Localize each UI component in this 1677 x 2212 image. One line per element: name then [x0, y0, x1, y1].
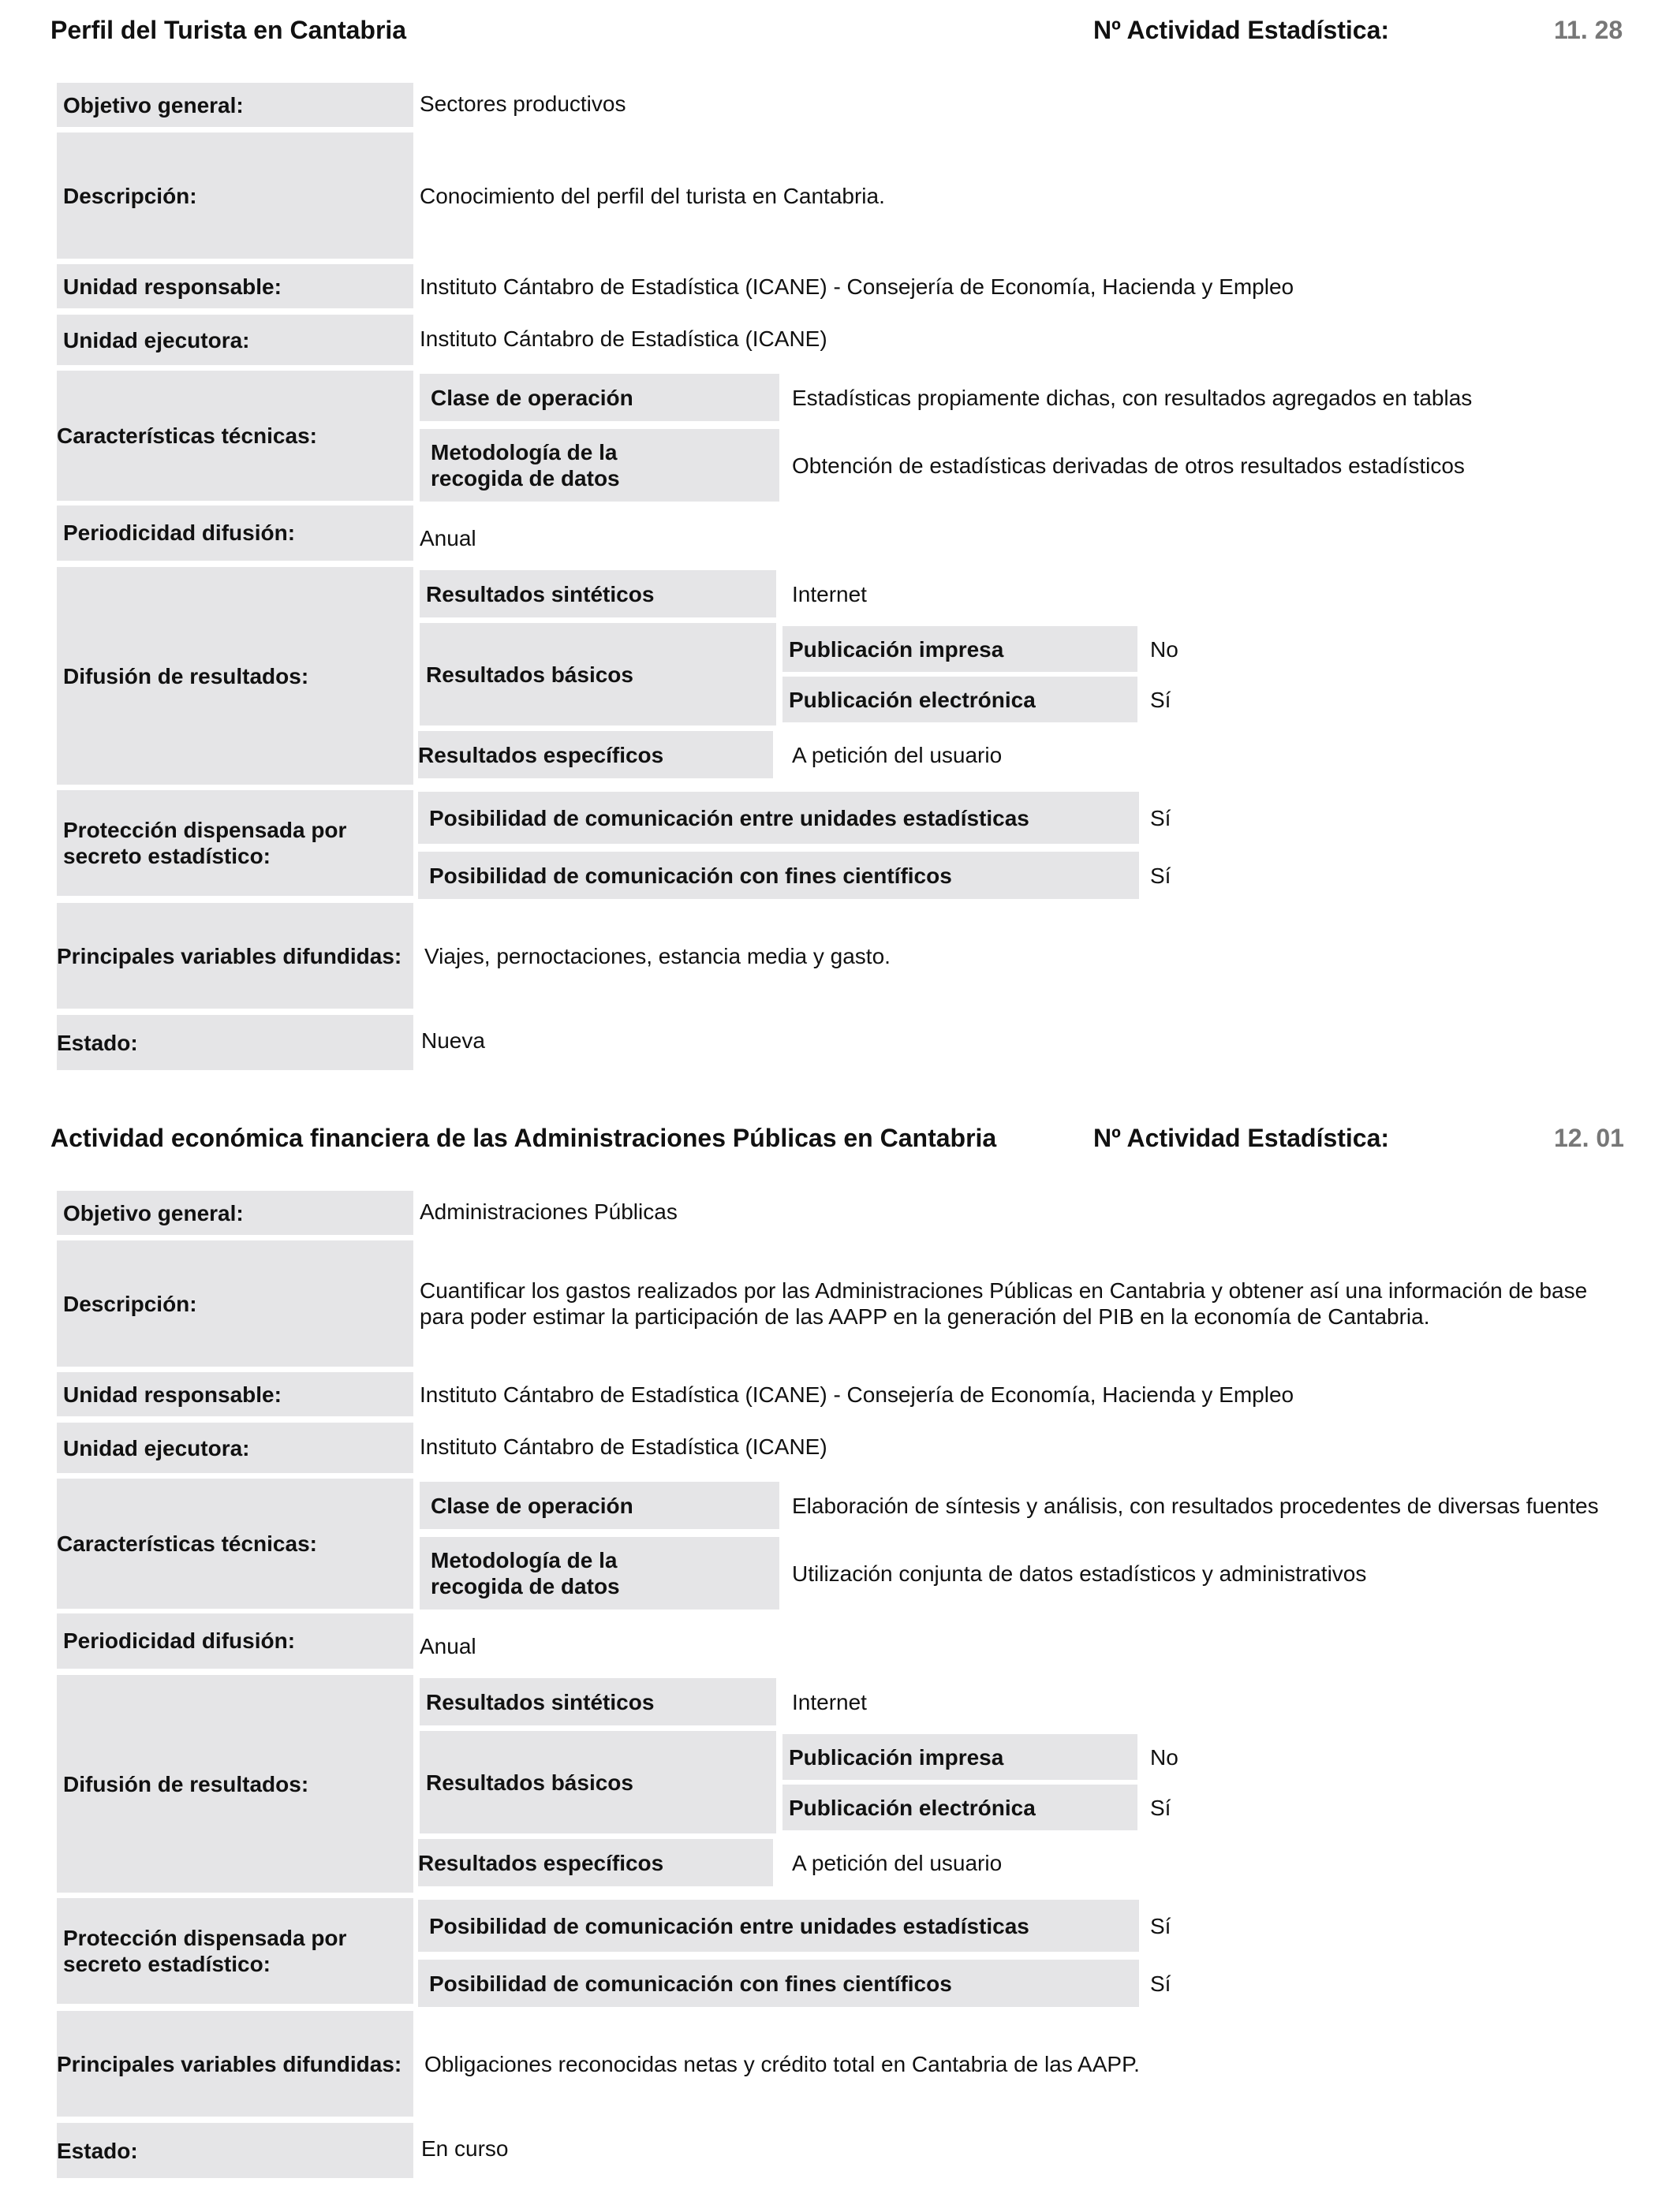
- unidad-ejecutora-label: Unidad ejecutora:: [57, 315, 413, 365]
- variables-value: Viajes, pernoctaciones, estancia media y gasto.: [424, 943, 891, 968]
- clase-operacion-label: Clase de operación: [420, 1482, 779, 1529]
- res-sinteticos-label: Resultados sintéticos: [420, 570, 776, 617]
- descripcion-value: Cuantificar los gastos realizados por las Administraciones Públicas en Cantabria y obtener así una información de base para poder estimar la participación de las AAPP en la generación del PIB en la economía de Cantabria.: [420, 1278, 1588, 1329]
- unidad-ejecutora-value: Instituto Cántabro de Estadística (ICANE): [420, 326, 827, 351]
- clase-operacion-value: Estadísticas propiamente dichas, con resultados agregados en tablas: [792, 385, 1473, 410]
- periodicidad-label: Periodicidad difusión:: [57, 1613, 413, 1669]
- res-sinteticos-value: Internet: [792, 582, 867, 606]
- variables-label: Principales variables difundidas:: [57, 903, 413, 1009]
- descripcion-label: Descripción:: [57, 1240, 413, 1367]
- activity-number-label: Nº Actividad Estadística:: [1093, 1124, 1390, 1152]
- com-unidades-value: Sí: [1150, 805, 1171, 830]
- pub-electronica-label: Publicación electrónica: [782, 677, 1137, 722]
- clase-operacion-label: Clase de operación: [420, 374, 779, 421]
- activity-number: 11. 28: [1554, 16, 1623, 44]
- estado-value: En curso: [421, 2136, 509, 2161]
- caracteristicas-label: Características técnicas:: [57, 371, 413, 501]
- pub-impresa-value: No: [1150, 636, 1178, 662]
- com-cientificos-label: Posibilidad de comunicación con fines científicos: [418, 1960, 1139, 2007]
- proteccion-label: Protección dispensada por secreto estadístico:: [57, 790, 413, 896]
- res-sinteticos-label: Resultados sintéticos: [420, 1678, 776, 1725]
- descripcion-label: Descripción:: [57, 132, 413, 259]
- proteccion-label: Protección dispensada por secreto estadístico:: [57, 1898, 413, 2004]
- com-cientificos-value: Sí: [1150, 1971, 1171, 1996]
- pub-impresa-label: Publicación impresa: [782, 626, 1137, 672]
- activity-title: Actividad económica financiera de las Administraciones Públicas en Cantabria: [50, 1124, 997, 1152]
- statistical-activity-sheet: [0, 1108, 1677, 2212]
- unidad-ejecutora-value: Instituto Cántabro de Estadística (ICANE): [420, 1434, 827, 1459]
- objetivo-value: Sectores productivos: [420, 91, 626, 116]
- activity-title: Perfil del Turista en Cantabria: [50, 16, 407, 44]
- res-basicos-label: Resultados básicos: [420, 623, 776, 726]
- res-basicos-label: Resultados básicos: [420, 1731, 776, 1833]
- descripcion-value: Conocimiento del perfil del turista en Cantabria.: [420, 183, 885, 208]
- unidad-ejecutora-label: Unidad ejecutora:: [57, 1423, 413, 1473]
- activity-number: 12. 01: [1554, 1124, 1624, 1152]
- unidad-responsable-label: Unidad responsable:: [57, 264, 413, 308]
- periodicidad-label: Periodicidad difusión:: [57, 505, 413, 561]
- objetivo-value: Administraciones Públicas: [420, 1199, 678, 1224]
- com-unidades-label: Posibilidad de comunicación entre unidades estadísticas: [418, 792, 1139, 844]
- variables-label: Principales variables difundidas:: [57, 2011, 413, 2117]
- objetivo-label: Objetivo general:: [57, 1191, 413, 1235]
- objetivo-label: Objetivo general:: [57, 83, 413, 127]
- res-especificos-label: Resultados específicos: [418, 1839, 773, 1886]
- difusion-label: Difusión de resultados:: [57, 1675, 413, 1893]
- pub-electronica-value: Sí: [1150, 687, 1171, 712]
- com-unidades-value: Sí: [1150, 1913, 1171, 1938]
- pub-electronica-label: Publicación electrónica: [782, 1785, 1137, 1830]
- res-especificos-value: A petición del usuario: [792, 742, 1003, 767]
- res-especificos-label: Resultados específicos: [418, 731, 773, 778]
- metodologia-label: Metodología de la recogida de datos: [420, 1537, 779, 1610]
- estado-value: Nueva: [421, 1028, 485, 1053]
- unidad-responsable-value: Instituto Cántabro de Estadística (ICANE) - Consejería de Economía, Hacienda y Empleo: [420, 274, 1294, 299]
- statistical-activity-sheet: [0, 0, 1677, 1104]
- com-cientificos-value: Sí: [1150, 863, 1171, 888]
- unidad-responsable-label: Unidad responsable:: [57, 1372, 413, 1416]
- clase-operacion-value: Elaboración de síntesis y análisis, con resultados procedentes de diversas fuentes: [792, 1493, 1599, 1518]
- periodicidad-value: Anual: [420, 1634, 476, 1658]
- res-sinteticos-value: Internet: [792, 1690, 867, 1714]
- variables-value: Obligaciones reconocidas netas y crédito total en Cantabria de las AAPP.: [424, 2051, 1140, 2076]
- periodicidad-value: Anual: [420, 526, 476, 550]
- metodologia-label: Metodología de la recogida de datos: [420, 429, 779, 502]
- estado-label: Estado:: [57, 1015, 413, 1070]
- pub-impresa-value: No: [1150, 1744, 1178, 1770]
- com-cientificos-label: Posibilidad de comunicación con fines científicos: [418, 852, 1139, 899]
- pub-electronica-value: Sí: [1150, 1795, 1171, 1820]
- res-especificos-value: A petición del usuario: [792, 1850, 1003, 1875]
- pub-impresa-label: Publicación impresa: [782, 1734, 1137, 1780]
- unidad-responsable-value: Instituto Cántabro de Estadística (ICANE) - Consejería de Economía, Hacienda y Empleo: [420, 1382, 1294, 1407]
- activity-number-label: Nº Actividad Estadística:: [1093, 16, 1390, 44]
- difusion-label: Difusión de resultados:: [57, 567, 413, 785]
- metodologia-value: Obtención de estadísticas derivadas de otros resultados estadísticos: [792, 453, 1465, 478]
- metodologia-value: Utilización conjunta de datos estadísticos y administrativos: [792, 1561, 1367, 1586]
- caracteristicas-label: Características técnicas:: [57, 1479, 413, 1609]
- com-unidades-label: Posibilidad de comunicación entre unidades estadísticas: [418, 1900, 1139, 1952]
- estado-label: Estado:: [57, 2123, 413, 2178]
